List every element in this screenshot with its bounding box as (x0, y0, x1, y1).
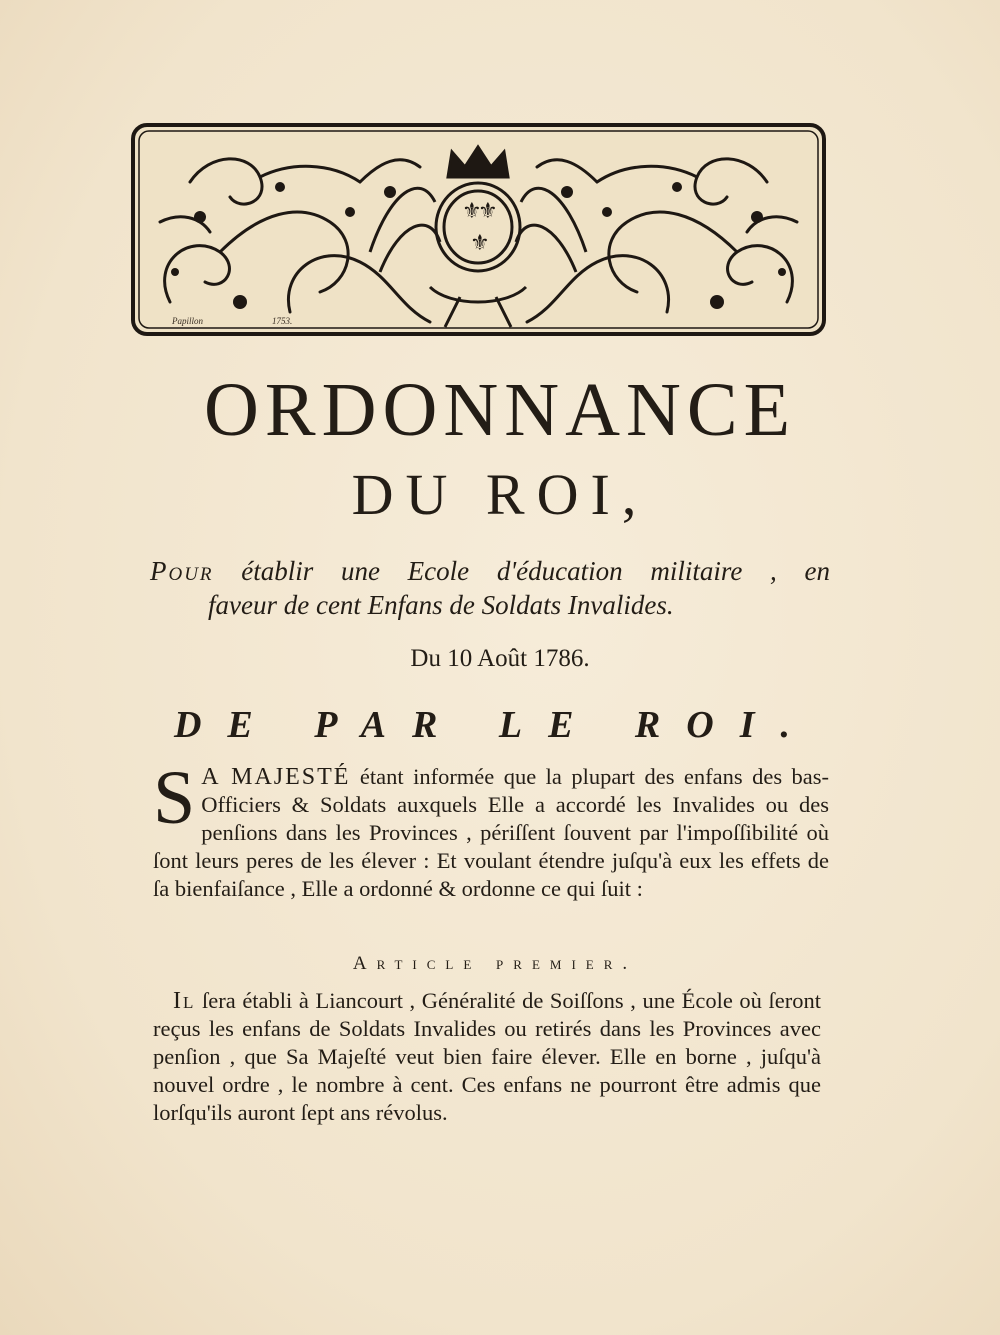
article-paragraph (153, 987, 821, 1127)
drop-cap: S (153, 756, 196, 840)
preamble-paragraph (153, 756, 830, 903)
title-ordonnance: ORDONNANCE (204, 368, 796, 452)
subtitle (150, 554, 830, 622)
subtitle-line-1 (150, 554, 830, 588)
preamble-lead: A MAJESTÉ (201, 764, 351, 790)
subtitle-line-1-text: établir une Ecole d'éducation militaire , en (241, 556, 830, 586)
subtitle-line-2: faveur de cent Enfans de Soldats Invalides. (208, 590, 674, 620)
de-par-le-roi-heading: DE PAR LE ROI. (173, 704, 816, 746)
svg-text:⚜: ⚜ (462, 199, 482, 224)
article-heading: Article premier. (352, 953, 638, 974)
article-text: ſera établi à Liancourt , Généralité de Soiſſons , une École où ſeront reçus les enfans de Soldats Invalides ou retirés dans les Provinces avec penſion , que Sa Majeſté veut bien faire élever. Elle en borne , juſqu'à nouvel ordre , le nombre à cent. Ces enfans ne pourront être admis que lorſqu'ils auront ſept ans révolus. (153, 988, 822, 1125)
subtitle-lead: Pour (150, 556, 214, 586)
article-lead: Il (173, 988, 196, 1014)
headpiece-engraving (130, 122, 827, 337)
preamble-text: étant informée que la plupart des enfans des bas-Officiers & Soldats auxquels Elle a accordé les Invalides ou des penſions dans les Provinces , périſſent ſouvent par l'impoſſibilité où ſont leurs peres de les élever : Et voulant étendre juſqu'à eux les effets de ſa bienfaiſance , Elle a ordonné & ordonne ce qui ſuit : (153, 764, 830, 901)
ordinance-date: Du 10 Août 1786. (410, 645, 590, 672)
ornamental-headpiece (130, 122, 827, 337)
svg-text:⚜: ⚜ (478, 199, 498, 224)
title-du-roi: DU ROI, (351, 462, 649, 527)
engraving-year: 1753. (272, 316, 293, 326)
engraver-signature: Papillon (172, 316, 203, 326)
svg-text:⚜: ⚜ (470, 231, 490, 256)
